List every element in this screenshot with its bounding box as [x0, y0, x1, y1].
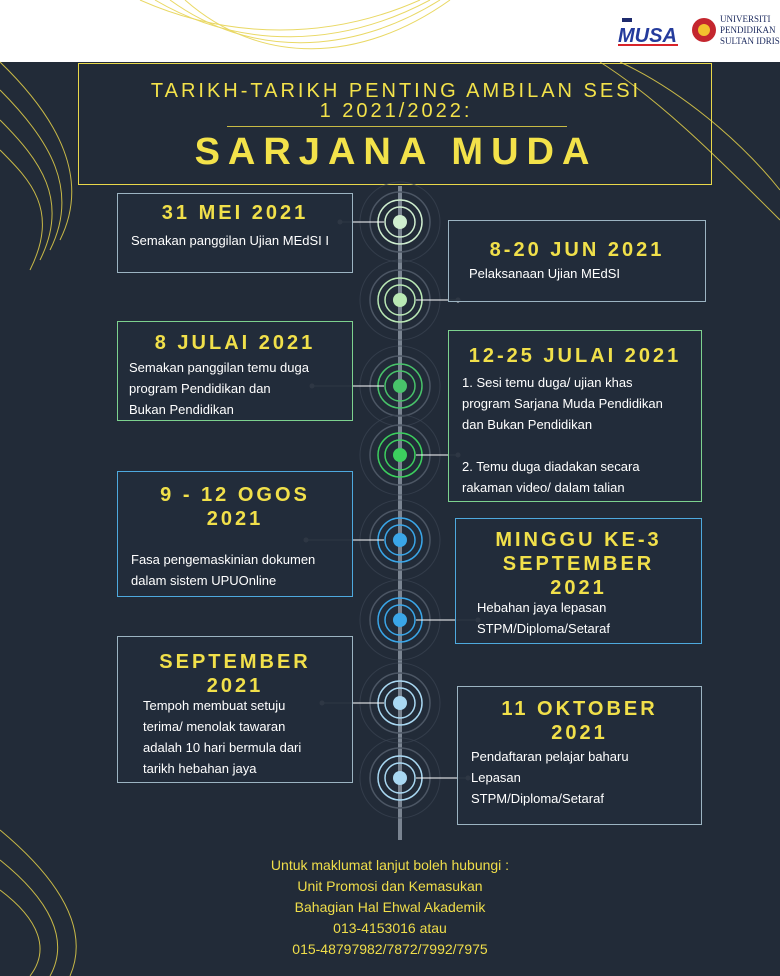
card-11-oktober	[457, 686, 702, 825]
card-date: 8-20 JUN 2021	[489, 239, 665, 261]
card-text: 1. Sesi temu duga/ ujian khas program Sarjana Muda Pendidikan dan Bukan Pendidikan 2. Temu duga diadakan secara rakaman video/ dalam talian	[462, 375, 663, 495]
card-31-mei	[117, 193, 353, 273]
card-text: Pendaftaran pelajar baharu Lepasan STPM/Diploma/Setaraf	[471, 749, 629, 806]
card-12-25-julai	[448, 330, 702, 502]
card-text: Semakan panggilan temu duga program Pendidikan dan Bukan Pendidikan	[129, 360, 309, 417]
card-text: Hebahan jaya lepasan STPM/Diploma/Setaraf	[477, 600, 610, 636]
card-date: 12-25 JULAI 2021	[468, 345, 682, 367]
card-date: 11 OKTOBER 2021	[501, 698, 658, 744]
card-text: Semakan panggilan Ujian MEdSI I	[131, 233, 330, 248]
svg-text:PENDIDIKAN: PENDIDIKAN	[720, 25, 776, 35]
page-title: SARJANA MUDA	[194, 131, 598, 173]
card-date: 31 MEI 2021	[161, 202, 309, 224]
card-date: SEPTEMBER 2021	[159, 651, 311, 697]
card-minggu-ke-3	[455, 518, 702, 644]
svg-text:SULTAN IDRIS: SULTAN IDRIS	[720, 36, 780, 46]
subtitle: TARIKH-TARIKH PENTING AMBILAN SESI 1 2021/2022:	[150, 80, 642, 122]
card-date: MINGGU KE-3 SEPTEMBER 2021	[495, 529, 662, 599]
card-date: 9 - 12 OGOS 2021	[160, 484, 310, 530]
card-date: 8 JULAI 2021	[154, 332, 316, 354]
svg-text:UNIVERSITI: UNIVERSITI	[720, 14, 771, 24]
card-8-julai	[117, 321, 353, 421]
timeline-node	[360, 260, 461, 340]
svg-text:MUSA: MUSA	[618, 25, 677, 47]
card-text: Pelaksanaan Ujian MEdSI	[469, 266, 621, 281]
card-text: Tempoh membuat setuju terima/ menolak tawaran adalah 10 hari bermula dari tarikh hebahan jaya	[143, 698, 302, 776]
timeline-node	[360, 415, 461, 495]
card-9-12-ogos	[117, 471, 353, 597]
card-8-20-jun	[448, 220, 706, 302]
card-text: Fasa pengemaskinian dokumen dalam sistem UPUOnline	[131, 552, 316, 588]
contact-info: Untuk maklumat lanjut boleh hubungi : Unit Promosi dan Kemasukan Bahagian Hal Ehwal Akademik 013-4153016 atau 015-48797982/7872/7992/7975	[270, 857, 510, 957]
timeline-node	[360, 738, 471, 818]
card-september	[117, 636, 353, 783]
